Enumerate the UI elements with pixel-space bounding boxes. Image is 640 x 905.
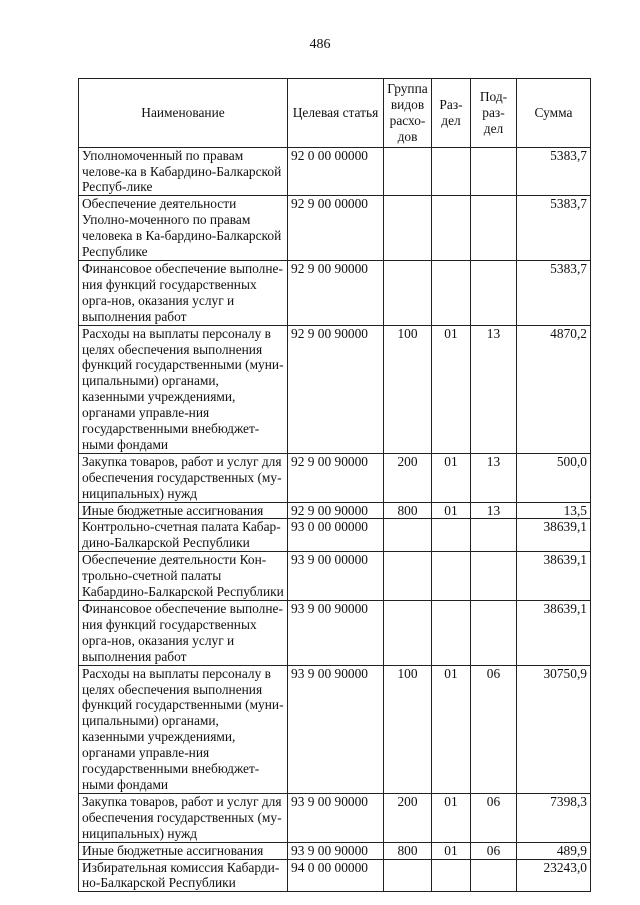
row-subsection: 13 <box>471 502 517 519</box>
row-section <box>432 601 471 666</box>
row-code: 93 9 00 90000 <box>288 842 384 859</box>
table-row <box>79 260 591 325</box>
row-group: 100 <box>384 325 432 453</box>
table-row <box>79 552 591 601</box>
row-name: Финансовое обеспечение выполне-ния функций государственных орга-нов, оказания услуг и выполнения работ <box>79 260 288 325</box>
header-name: Наименование <box>79 79 288 148</box>
row-sum: 4870,2 <box>517 325 591 453</box>
page-number: 486 <box>309 37 331 52</box>
row-code: 93 9 00 90000 <box>288 665 384 793</box>
row-group: 800 <box>384 842 432 859</box>
row-group <box>384 519 432 552</box>
row-name: Контрольно-счетная палата Кабар-дино-Балкарской Республики <box>79 519 288 552</box>
table-row <box>79 519 591 552</box>
row-section: 01 <box>432 502 471 519</box>
row-name: Закупка товаров, работ и услуг для обеспечения государственных (му-ниципальных) нужд <box>79 793 288 842</box>
row-subsection: 06 <box>471 793 517 842</box>
row-group <box>384 859 432 892</box>
row-sum: 5383,7 <box>517 196 591 261</box>
table-row <box>79 859 591 892</box>
row-sum: 30750,9 <box>517 665 591 793</box>
row-subsection: 06 <box>471 842 517 859</box>
row-subsection: 13 <box>471 453 517 502</box>
header-sum: Сумма <box>517 79 591 148</box>
row-name: Закупка товаров, работ и услуг для обеспечения государственных (му-ниципальных) нужд <box>79 453 288 502</box>
row-group <box>384 601 432 666</box>
row-subsection <box>471 260 517 325</box>
row-section <box>432 859 471 892</box>
table-header-row <box>79 79 591 148</box>
row-section <box>432 552 471 601</box>
row-subsection <box>471 147 517 196</box>
row-section: 01 <box>432 842 471 859</box>
header-section: Раз-дел <box>432 79 471 148</box>
row-subsection <box>471 552 517 601</box>
row-sum: 13,5 <box>517 502 591 519</box>
row-name: Обеспечение деятельности Кон-трольно-счетной палаты Кабардино-Балкарской Республики <box>79 552 288 601</box>
row-section: 01 <box>432 325 471 453</box>
row-group <box>384 260 432 325</box>
row-section <box>432 260 471 325</box>
row-subsection <box>471 601 517 666</box>
row-code: 93 0 00 00000 <box>288 519 384 552</box>
row-code: 92 0 00 00000 <box>288 147 384 196</box>
row-section: 01 <box>432 453 471 502</box>
row-code: 92 9 00 90000 <box>288 260 384 325</box>
row-sum: 489,9 <box>517 842 591 859</box>
row-subsection: 13 <box>471 325 517 453</box>
row-group <box>384 552 432 601</box>
row-sum: 5383,7 <box>517 260 591 325</box>
budget-table <box>78 78 591 892</box>
row-group: 200 <box>384 793 432 842</box>
row-sum: 500,0 <box>517 453 591 502</box>
row-group: 800 <box>384 502 432 519</box>
row-sum: 38639,1 <box>517 601 591 666</box>
row-code: 93 9 00 90000 <box>288 601 384 666</box>
row-sum: 5383,7 <box>517 147 591 196</box>
row-name: Расходы на выплаты персоналу в целях обеспечения выполнения функций государственными (муни-ципальными) органами, казенными учреждениями, органами управле-ния государственными внебюджет-ными фондами <box>79 665 288 793</box>
row-name: Уполномоченный по правам челове-ка в Кабардино-Балкарской Респуб-лике <box>79 147 288 196</box>
row-group: 200 <box>384 453 432 502</box>
row-subsection <box>471 859 517 892</box>
row-section: 01 <box>432 665 471 793</box>
table-row <box>79 453 591 502</box>
table-row <box>79 665 591 793</box>
row-name: Расходы на выплаты персоналу в целях обеспечения выполнения функций государственными (муни-ципальными) органами, казенными учреждениями, органами управле-ния государственными внебюджет-ными фондами <box>79 325 288 453</box>
row-sum: 7398,3 <box>517 793 591 842</box>
row-name: Иные бюджетные ассигнования <box>79 842 288 859</box>
row-section <box>432 147 471 196</box>
row-sum: 23243,0 <box>517 859 591 892</box>
table-row <box>79 793 591 842</box>
row-code: 94 0 00 00000 <box>288 859 384 892</box>
row-group <box>384 147 432 196</box>
row-subsection <box>471 519 517 552</box>
row-name: Иные бюджетные ассигнования <box>79 502 288 519</box>
row-name: Финансовое обеспечение выполне-ния функций государственных орга-нов, оказания услуг и выполнения работ <box>79 601 288 666</box>
row-section <box>432 196 471 261</box>
row-group <box>384 196 432 261</box>
row-subsection <box>471 196 517 261</box>
row-section <box>432 519 471 552</box>
header-subsection: Под-раз-дел <box>471 79 517 148</box>
table-row <box>79 601 591 666</box>
row-code: 93 9 00 90000 <box>288 793 384 842</box>
row-sum: 38639,1 <box>517 519 591 552</box>
row-code: 92 9 00 00000 <box>288 196 384 261</box>
row-section: 01 <box>432 793 471 842</box>
table-row <box>79 325 591 453</box>
row-group: 100 <box>384 665 432 793</box>
table-row <box>79 147 591 196</box>
row-sum: 38639,1 <box>517 552 591 601</box>
table-row <box>79 842 591 859</box>
row-name: Обеспечение деятельности Уполно-моченного по правам человека в Ка-бардино-Балкарской Республике <box>79 196 288 261</box>
header-group: Группа видов расхо-дов <box>384 79 432 148</box>
row-code: 92 9 00 90000 <box>288 453 384 502</box>
table-row <box>79 502 591 519</box>
table-row <box>79 196 591 261</box>
row-code: 92 9 00 90000 <box>288 325 384 453</box>
row-name: Избирательная комиссия Кабарди-но-Балкарской Республики <box>79 859 288 892</box>
row-subsection: 06 <box>471 665 517 793</box>
row-code: 93 9 00 00000 <box>288 552 384 601</box>
header-code: Целевая статья <box>288 79 384 148</box>
row-code: 92 9 00 90000 <box>288 502 384 519</box>
